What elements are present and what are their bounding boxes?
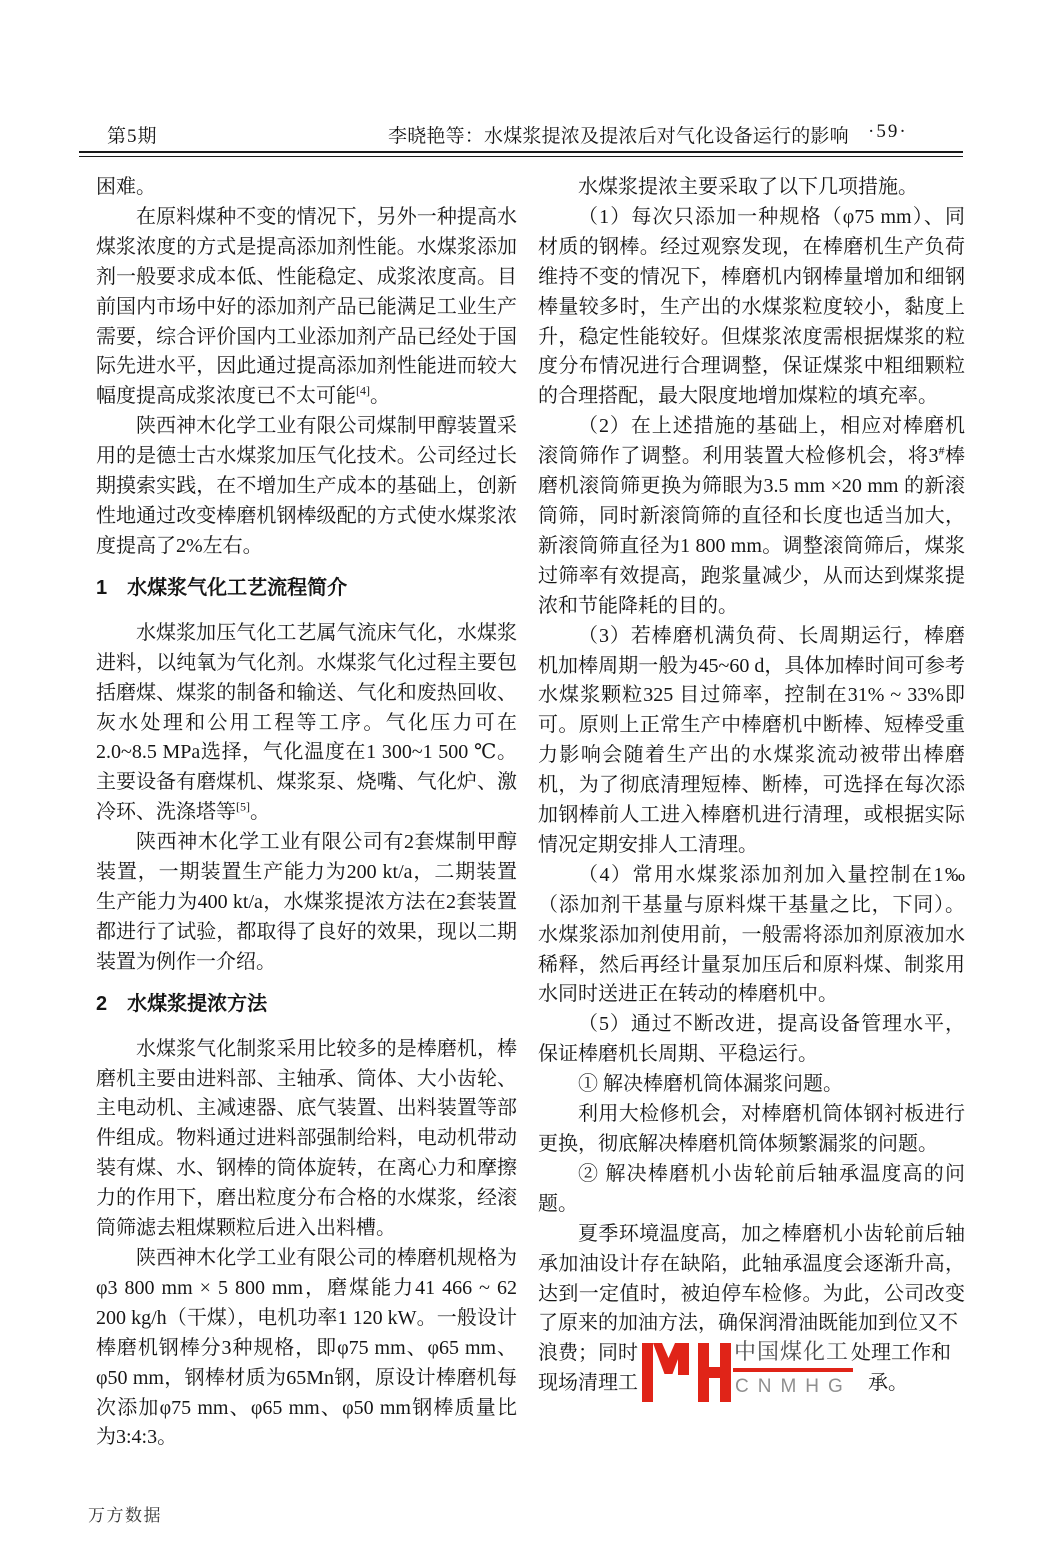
citation-ref: [5] [236, 799, 250, 814]
wanfang-watermark: 万方数据 [88, 1506, 162, 1525]
paragraph: （1）每次只添加一种规格（φ75 mm）、同材质的钢棒。经过观察发现，在棒磨机生产负荷维持不变的情况下，棒磨机内钢棒量增加和细钢棒量较多时，生产出的水煤浆粒度较小，黏度上升，稳定性能较好。但煤浆浓度需根据煤浆的粒度分布情况进行合理调整，保证煤浆中粗细颗粒的合理搭配，最大限度地增加煤粒的填充率。 [538, 205, 965, 408]
paragraph: ① 解决棒磨机筒体漏浆问题。 [578, 1073, 843, 1096]
paragraph: 陕西神木化学工业有限公司的棒磨机规格为φ3 800 mm × 5 800 mm，磨煤能力41 466 ~ 62 200 kg/h（干煤），电机功率1 120 kW。一般设计棒磨机钢棒分3种规格，即φ75 mm、φ65 mm、φ50 mm，钢棒材质为65Mn钢，原设计棒磨机每次添加φ75 mm、φ65 mm、φ50 mm钢棒质量比为3:4:3。 [96, 1247, 517, 1449]
paragraph: ② 解决棒磨机小齿轮前后轴承温度高的问题。 [538, 1162, 965, 1215]
text-line [538, 1369, 965, 1399]
watermark-gap [638, 1388, 868, 1389]
paragraph: 利用大检修机会，对棒磨机筒体钢衬板进行更换，彻底解决棒磨机筒体频繁漏浆的问题。 [538, 1103, 965, 1155]
right-column [538, 173, 965, 1401]
text-line [538, 1339, 965, 1369]
paragraph: 困难。 [96, 176, 156, 198]
watermark-gap [638, 1358, 851, 1359]
paragraph: （3）若棒磨机满负荷、长周期运行，棒磨机加棒周期一般为45~60 d，具体加棒时间可参考水煤浆颗粒325 目过筛率，控制在31% ~ 33%即可。原则上正常生产中棒磨机中断棒、短棒受重力影响会随着生产出的水煤浆流动被带出棒磨机，为了彻底清理短棒、断棒，可选择在每次添加钢棒前人工进入棒磨机进行清理，或根据实际情况定期安排人工清理。 [538, 624, 965, 856]
watermark-latin: CNMHG [735, 1376, 852, 1398]
paragraph-text: 处理工作和 [851, 1342, 951, 1365]
paragraph-text: （2）在上述措施的基础上，相应对棒磨机滚筒筛作了调整。利用装置大检修机会，将3 [538, 415, 965, 468]
paragraph-text: 。 [250, 801, 270, 824]
paragraph-text: 承。 [868, 1372, 908, 1395]
equipment-number-superscript: # [938, 443, 945, 458]
page-number: ·59· [868, 121, 908, 142]
paragraph [538, 412, 965, 621]
paragraph: （5）通过不断改进，提高设备管理水平，保证棒磨机长周期、平稳运行。 [538, 1013, 965, 1066]
watermarked-text-block [538, 1339, 965, 1401]
section-heading-1: 1 水煤浆气化工艺流程简介 [96, 576, 348, 599]
paragraph [96, 619, 517, 828]
left-column [96, 173, 517, 1453]
paragraph: （4）常用水煤浆添加剂加入量控制在1‰（添加剂干基量与原料煤干基量之比，下同）。水煤浆添加剂使用前，一般需将添加剂原液加水稀释，然后再经计量泵加压后和原料煤、制浆用水同时送进正在转动的棒磨机中。 [538, 863, 965, 1006]
paragraph [96, 203, 517, 412]
paragraph-text: 现场清理工 [538, 1372, 638, 1395]
header-rule [79, 151, 963, 157]
watermark-name: 中国煤化工 [734, 1339, 850, 1365]
citation-ref: [4] [356, 383, 370, 398]
journal-issue: 第5期 [107, 126, 158, 147]
paragraph-text: 在原料煤种不变的情况下，另外一种提高水煤浆浓度的方式是提高添加剂性能。水煤浆添加剂一般要求成本低、性能稳定、成浆浓度高。目前国内市场中好的添加剂产品已能满足工业生产需要，综合评价国内工业添加剂产品已经处于国际先进水平，因此通过提高添加剂性能进而较大幅度提高成浆浓度已不太可能 [96, 205, 517, 408]
paragraph: 陕西神木化学工业有限公司煤制甲醇装置采用的是德士古水煤浆加压气化技术。公司经过长期摸索实践，在不增加生产成本的基础上，创新性地通过改变棒磨机钢棒级配的方式使水煤浆浓度提高了2%左右。 [96, 415, 517, 557]
paragraph: 水煤浆提浓主要采取了以下几项措施。 [578, 176, 918, 198]
paragraph-text: 浪费；同时 [538, 1342, 638, 1365]
page-header [0, 121, 1041, 149]
section-heading-2: 2 水煤浆提浓方法 [96, 992, 268, 1015]
paragraph: 陕西神木化学工业有限公司有2套煤制甲醇装置，一期装置生产能力为200 kt/a，二期装置生产能力为400 kt/a，水煤浆提浓方法在2套装置都进行了试验，都取得了良好的效果，现以二期装置为例作一介绍。 [96, 831, 517, 973]
paragraph: 水煤浆气化制浆采用比较多的是棒磨机，棒磨机主要由进料部、主轴承、筒体、大小齿轮、主电动机、主减速器、底气装置、出料装置等部件组成。物料通过进料部强制给料，电动机带动装有煤、水、钢棒的筒体旋转，在离心力和摩擦力的作用下，磨出粒度分布合格的水煤浆，经滚筒筛滤去粗煤颗粒后进入出料槽。 [96, 1037, 517, 1240]
paragraph: 夏季环境温度高，加之棒磨机小齿轮前后轴承加油设计存在缺陷，此轴承温度会逐渐升高，达到一定值时，被迫停车检修。为此，公司改变了原来的加油方法，确保润滑油既能加到位又不 [538, 1222, 965, 1335]
paragraph-text: 棒磨机滚筒筛更换为筛眼为3.5 mm ×20 mm 的新滚筒筛，同时新滚筒筛的直径和长度也适当加大，新滚筒筛直径为1 800 mm。调整滚筒筛后，煤浆过筛率有效提高，跑浆量减少，从而达到煤浆提浓和节能降耗的目的。 [538, 445, 966, 617]
paragraph-text: 水煤浆加压气化工艺属气流床气化，水煤浆进料，以纯氧为气化剂。水煤浆气化过程主要包括磨煤、煤浆的制备和输送、气化和废热回收、灰水处理和公用工程等工序。气化压力可在2.0~8.5 MPa选择，气化温度在1 300~1 500 ℃。主要设备有磨煤机、煤浆泵、烧嘴、气化炉、激冷环、洗涤塔等 [96, 621, 517, 824]
running-title: 李晓艳等：水煤浆提浓及提浓后对气化设备运行的影响 [388, 126, 849, 147]
paragraph-text: 。 [370, 385, 390, 408]
